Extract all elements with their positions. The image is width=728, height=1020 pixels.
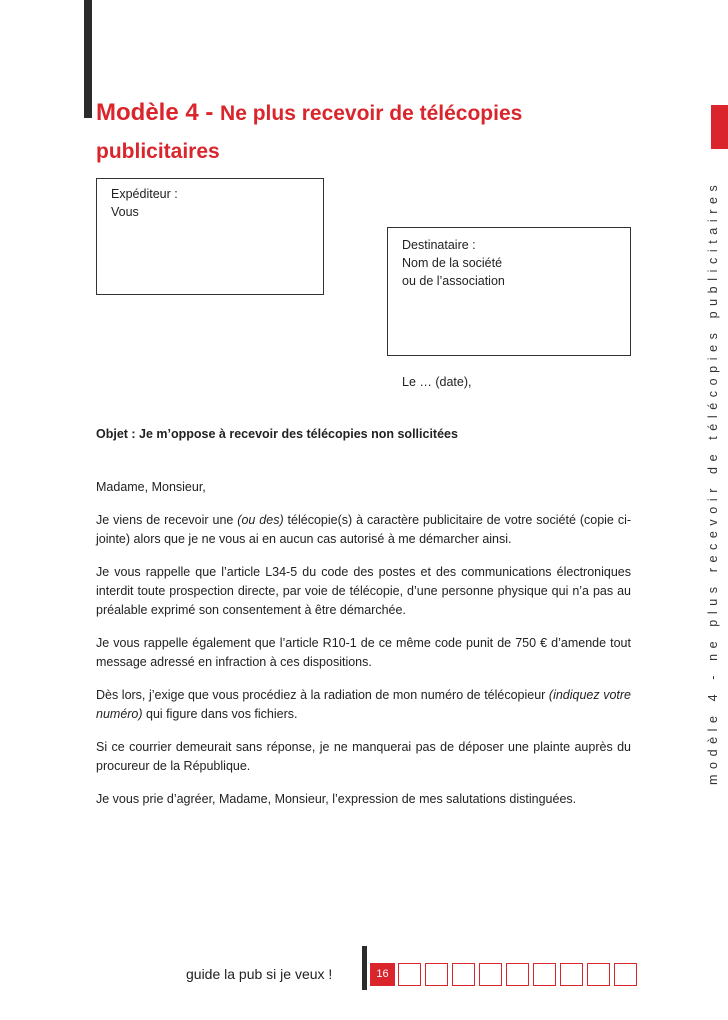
p4-italic: (indiquez votre numéro) bbox=[96, 688, 631, 721]
side-label bbox=[684, 145, 720, 785]
footer-square bbox=[398, 963, 421, 986]
footer-square bbox=[452, 963, 475, 986]
p1-text-a: Je viens de recevoir une bbox=[96, 513, 238, 527]
paragraph-5: Si ce courrier demeurait sans réponse, je ne manquerai pas de déposer une plainte auprès du procureur de la République. bbox=[96, 740, 631, 773]
recipient-label: Destinataire : bbox=[402, 238, 476, 252]
red-side-tab bbox=[711, 105, 728, 149]
page-title bbox=[96, 90, 656, 167]
title-main: Ne plus recevoir de télécopies bbox=[220, 102, 523, 125]
paragraph-6: Je vous prie d’agréer, Madame, Monsieur, l’expression de mes salutations distinguées. bbox=[96, 792, 577, 806]
footer-square bbox=[425, 963, 448, 986]
object-line: Objet : Je m’oppose à recevoir des télécopies non sollicitées bbox=[96, 427, 458, 441]
footer-divider bbox=[362, 946, 367, 990]
letter-body bbox=[96, 478, 631, 823]
paragraph-3: Je vous rappelle également que l’article R10-1 de ce même code punit de 750 € d’amende tout message adressé en infraction à ces dispositions. bbox=[96, 636, 631, 669]
footer-square bbox=[479, 963, 502, 986]
paragraph-2: Je vous rappelle que l’article L34-5 du code des postes et des communications électroniques interdit toute prospection directe, par voie de télécopie, d’une personne physique qui n’a pas au préalable exprimé son consentement à être démarchée. bbox=[96, 565, 631, 617]
side-label-text: modèle 4 - ne plus recevoir de télécopies publicitaires bbox=[706, 179, 720, 785]
p1-italic: (ou des) bbox=[237, 513, 284, 527]
footer-square bbox=[560, 963, 583, 986]
sender-label: Expéditeur : bbox=[111, 187, 178, 201]
sender-box bbox=[96, 178, 324, 295]
paragraph-4 bbox=[96, 686, 631, 724]
footer-square bbox=[614, 963, 637, 986]
footer-guide-text: guide la pub si je veux ! bbox=[186, 966, 333, 982]
recipient-box bbox=[387, 227, 631, 356]
recipient-line2: ou de l’association bbox=[402, 274, 505, 288]
paragraph-1 bbox=[96, 511, 631, 549]
title-prefix: Modèle 4 - bbox=[96, 99, 221, 126]
p4-text-c: qui figure dans vos fichiers. bbox=[142, 707, 298, 721]
footer-square bbox=[533, 963, 556, 986]
title-line2: publicitaires bbox=[96, 140, 220, 164]
recipient-line1: Nom de la société bbox=[402, 256, 503, 270]
footer-squares bbox=[398, 963, 637, 986]
footer-square bbox=[506, 963, 529, 986]
footer-square bbox=[587, 963, 610, 986]
top-left-vertical-bar bbox=[84, 0, 92, 118]
salutation: Madame, Monsieur, bbox=[96, 480, 206, 494]
sender-value: Vous bbox=[111, 205, 139, 219]
p4-text-a: Dès lors, j’exige que vous procédiez à la radiation de mon numéro de télécopieur bbox=[96, 688, 549, 702]
date-line: Le … (date), bbox=[402, 375, 472, 389]
page-number: 16 bbox=[370, 963, 395, 986]
p1-text-c: télécopie(s) à caractère publicitaire de votre société (copie ci-jointe) alors que je ne vous ai en aucun cas autorisé à me démarcher ainsi. bbox=[96, 513, 632, 546]
